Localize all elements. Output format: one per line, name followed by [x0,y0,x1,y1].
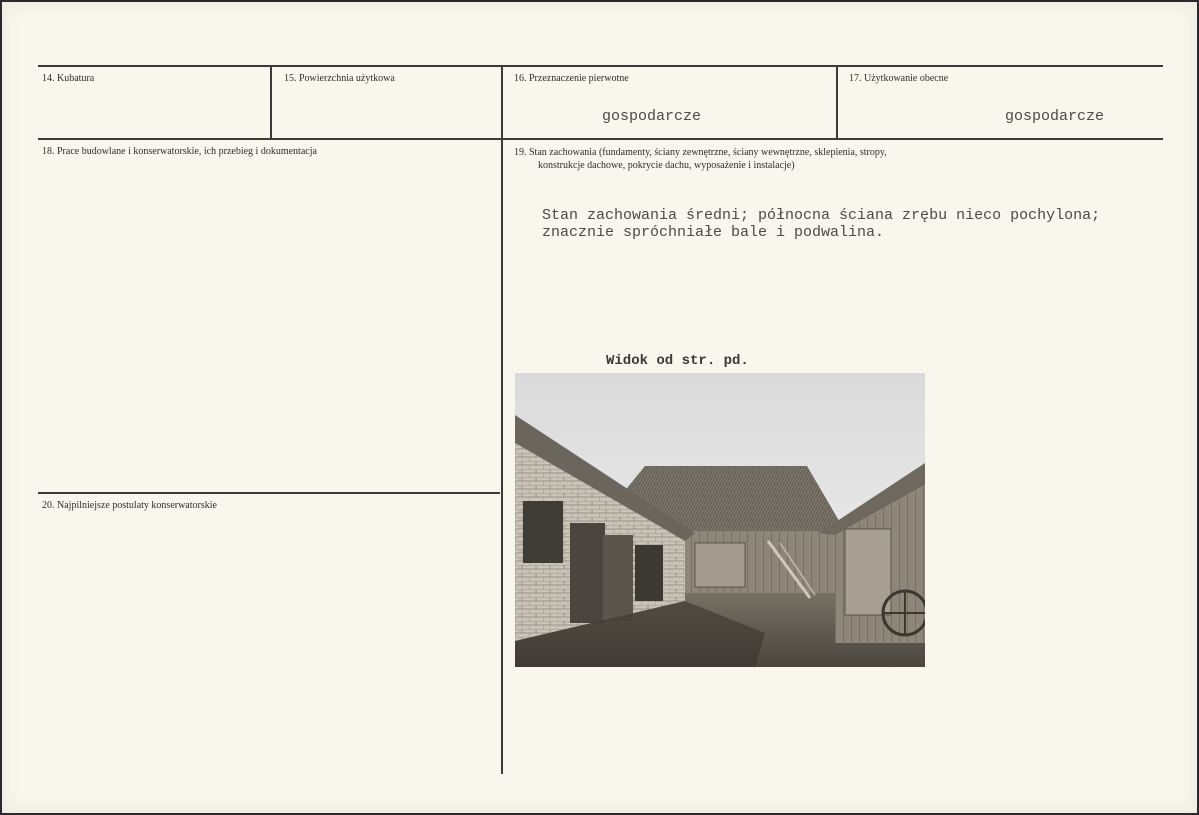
photo-drawing [515,373,925,667]
photo-caption: Widok od str. pd. [606,353,749,369]
field-14-label: 14. Kubatura [42,73,95,84]
field-19-label-line1: 19. Stan zachowania (fundamenty, ściany zewnętrzne, ściany wewnętrzne, sklepienia, stropy, [514,147,887,158]
field-16-value: gospodarcze [602,108,702,125]
farm-buildings-photo [515,373,925,667]
field-16-label: 16. Przeznaczenie pierwotne [514,73,629,84]
divider-15-16 [501,67,503,774]
divider-16-17 [836,67,838,139]
field-19-label-line2: konstrukcje dachowe, pokrycie dachu, wyposażenie i instalacje) [538,160,795,171]
rule-top [38,65,1163,67]
field-15-label: 15. Powierzchnia użytkowa [284,73,395,84]
field-19-text-line2: znacznie spróchniałe bale i podwalina. [542,224,885,241]
field-18-label: 18. Prace budowlane i konserwatorskie, ich przebieg i dokumentacja [42,146,317,157]
inventory-card [2,2,1197,813]
divider-14-15 [270,67,272,139]
field-17-label: 17. Użytkowanie obecne [849,73,949,84]
rule-mid [38,138,1163,140]
field-20-label: 20. Najpilniejsze postulaty konserwatorskie [42,500,217,511]
field-19-text-line1: Stan zachowania średni; północna ściana zrębu nieco pochylona; [542,207,1101,224]
rule-field-20 [38,492,500,494]
field-17-value: gospodarcze [1005,108,1105,125]
